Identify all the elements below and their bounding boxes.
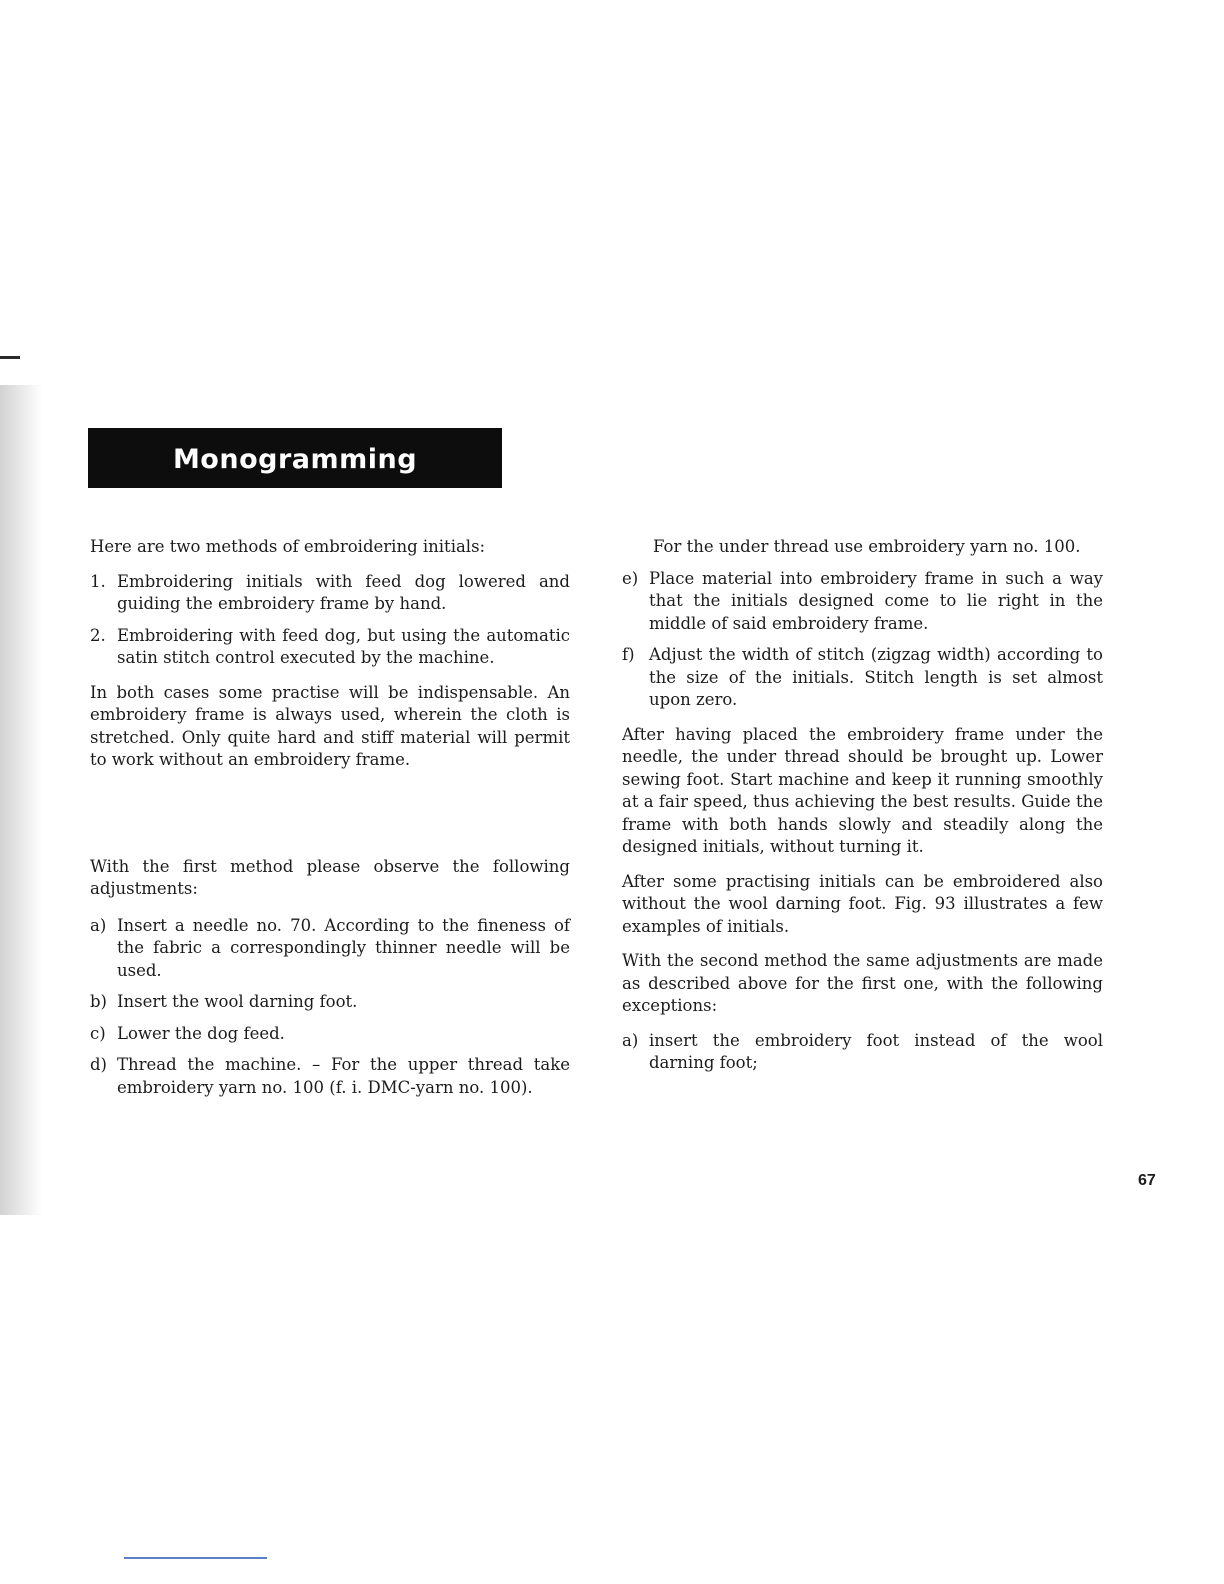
left-column	[90, 536, 570, 1108]
step-text: Adjust the width of stitch (zigzag width) according to the size of the initials. Stitch length is set almost upon zero.	[649, 645, 1103, 709]
after-practise-paragraph: After some practising initials can be embroidered also without the wool darning foot. Fig. 93 illustrates a few examples of initials.	[622, 871, 1103, 936]
method-text: Embroidering initials with feed dog lowered and guiding the embroidery frame by hand.	[117, 571, 570, 613]
step-item	[90, 991, 570, 1014]
method-item	[90, 625, 570, 670]
practise-paragraph: In both cases some practise will be indispensable. An embroidery frame is always used, wherein the cloth is stretched. Only quite hard and stiff material will permit to work without an embroidery frame.	[90, 682, 570, 769]
page-edge-shadow	[0, 385, 42, 1215]
step-marker: b)	[90, 992, 107, 1011]
method-text: Embroidering with feed dog, but using the automatic satin stitch control executed by the machine.	[117, 625, 570, 667]
step-text: Thread the machine. – For the upper thread take embroidery yarn no. 100 (f. i. DMC-yarn no. 100).	[117, 1055, 570, 1097]
step-marker: d)	[90, 1055, 107, 1074]
step-marker: a)	[90, 915, 107, 935]
step-text: Lower the dog feed.	[117, 1023, 285, 1043]
method-item	[90, 571, 570, 616]
step-marker: e)	[622, 568, 639, 588]
method-marker: 2.	[90, 625, 106, 645]
step-item	[90, 915, 570, 983]
exception-text: insert the embroidery foot instead of the wool darning foot;	[649, 1030, 1103, 1072]
step-text: Insert a needle no. 70. According to the fineness of the fabric a correspondingly thinner needle will be used.	[117, 915, 570, 980]
right-column	[622, 536, 1103, 1084]
bottom-divider	[124, 1557, 267, 1559]
page-number: 67	[1138, 1172, 1156, 1189]
under-thread-text: For the under thread use embroidery yarn no. 100.	[653, 537, 1081, 556]
method-marker: 1.	[90, 571, 106, 591]
page-edge-mark	[0, 356, 20, 359]
step-text: Place material into embroidery frame in such a way that the initials designed come to lie right in the middle of said embroidery frame.	[649, 568, 1103, 633]
step-item	[622, 568, 1103, 636]
after-frame-paragraph: After having placed the embroidery frame under the needle, the under thread should be brought up. Lower sewing foot. Start machine and keep it running smoothly at a fair speed, thus achieving the best results. Guide the frame with both hands slowly and steadily along the designed initials, without turning it.	[622, 724, 1103, 856]
step-marker: f)	[622, 645, 635, 664]
title-banner	[88, 428, 502, 488]
second-method-paragraph: With the second method the same adjustments are made as described above for the first one, with the following exceptions:	[622, 951, 1103, 1015]
step-item	[622, 644, 1103, 712]
exception-item	[622, 1030, 1103, 1075]
step-marker: c)	[90, 1023, 106, 1043]
step-item	[90, 1054, 570, 1099]
step-text: Insert the wool darning foot.	[117, 992, 358, 1011]
first-method-paragraph: With the first method please observe the following adjustments:	[90, 856, 570, 898]
step-item	[90, 1023, 570, 1046]
intro-text: Here are two methods of embroidering initials:	[90, 537, 486, 556]
page-title: Monogramming	[172, 443, 418, 475]
exception-marker: a)	[622, 1030, 639, 1050]
